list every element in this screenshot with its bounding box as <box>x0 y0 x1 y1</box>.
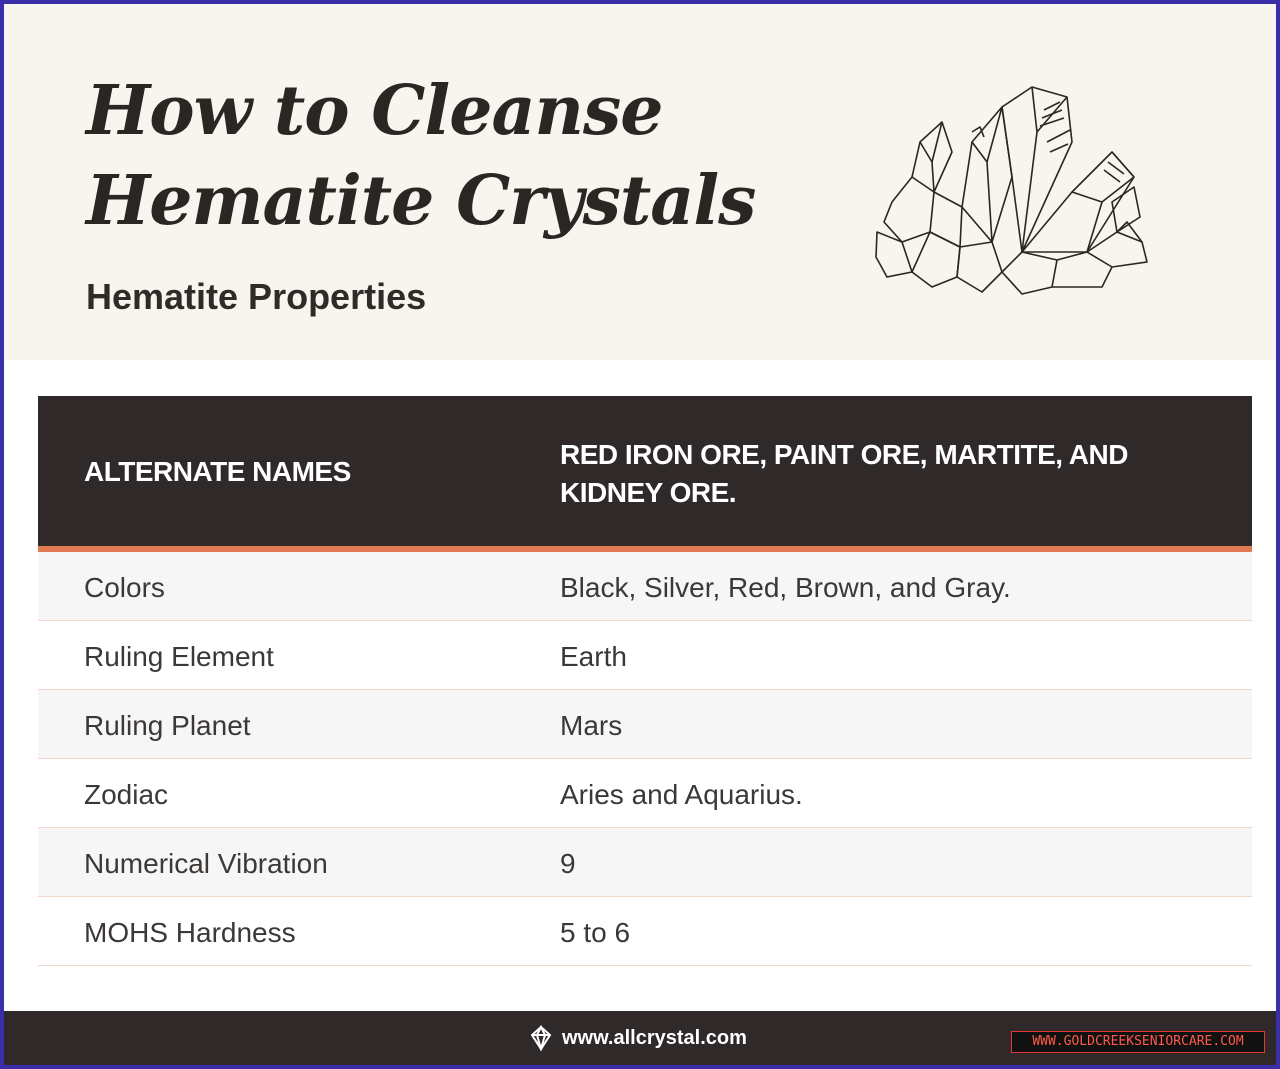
table-row <box>38 759 1252 828</box>
row-value: Earth <box>560 641 627 672</box>
table-header-row <box>38 396 1252 552</box>
row-label: Numerical Vibration <box>84 848 328 879</box>
title-line-1: How to Cleanse <box>86 71 663 151</box>
alternate-names-label: ALTERNATE NAMES <box>84 456 351 487</box>
row-label: Zodiac <box>84 779 169 810</box>
table-row <box>38 621 1252 690</box>
table-body <box>38 552 1252 966</box>
allcrystal-logo-icon <box>528 1025 554 1051</box>
table-row <box>38 828 1252 897</box>
table-row <box>38 552 1252 621</box>
header-banner <box>4 4 1276 360</box>
row-label: MOHS Hardness <box>84 917 296 948</box>
table-row <box>38 897 1252 966</box>
alternate-names-value: RED IRON ORE, PAINT ORE, MARTITE, AND KIDNEY ORE. <box>560 439 1128 508</box>
row-value: Black, Silver, Red, Brown, and Gray. <box>560 572 1011 603</box>
row-label: Colors <box>84 572 165 603</box>
row-label: Ruling Planet <box>84 710 251 741</box>
row-value: Aries and Aquarius. <box>560 779 803 810</box>
footer-brand[interactable] <box>528 1025 747 1051</box>
page-title <box>86 66 755 246</box>
crystal-cluster-icon <box>872 82 1157 302</box>
watermark-text: WWW.GOLDCREEKSENIORCARE.COM <box>1011 1031 1265 1053</box>
properties-table <box>38 396 1252 966</box>
title-line-2: Hematite Crystals <box>86 161 756 241</box>
row-value: 9 <box>560 848 576 879</box>
row-value: Mars <box>560 710 623 741</box>
footer-url[interactable]: www.allcrystal.com <box>562 1026 747 1049</box>
row-value: 5 to 6 <box>560 917 631 948</box>
page-subtitle: Hematite Properties <box>86 276 427 317</box>
row-label: Ruling Element <box>84 641 274 672</box>
table-row <box>38 690 1252 759</box>
